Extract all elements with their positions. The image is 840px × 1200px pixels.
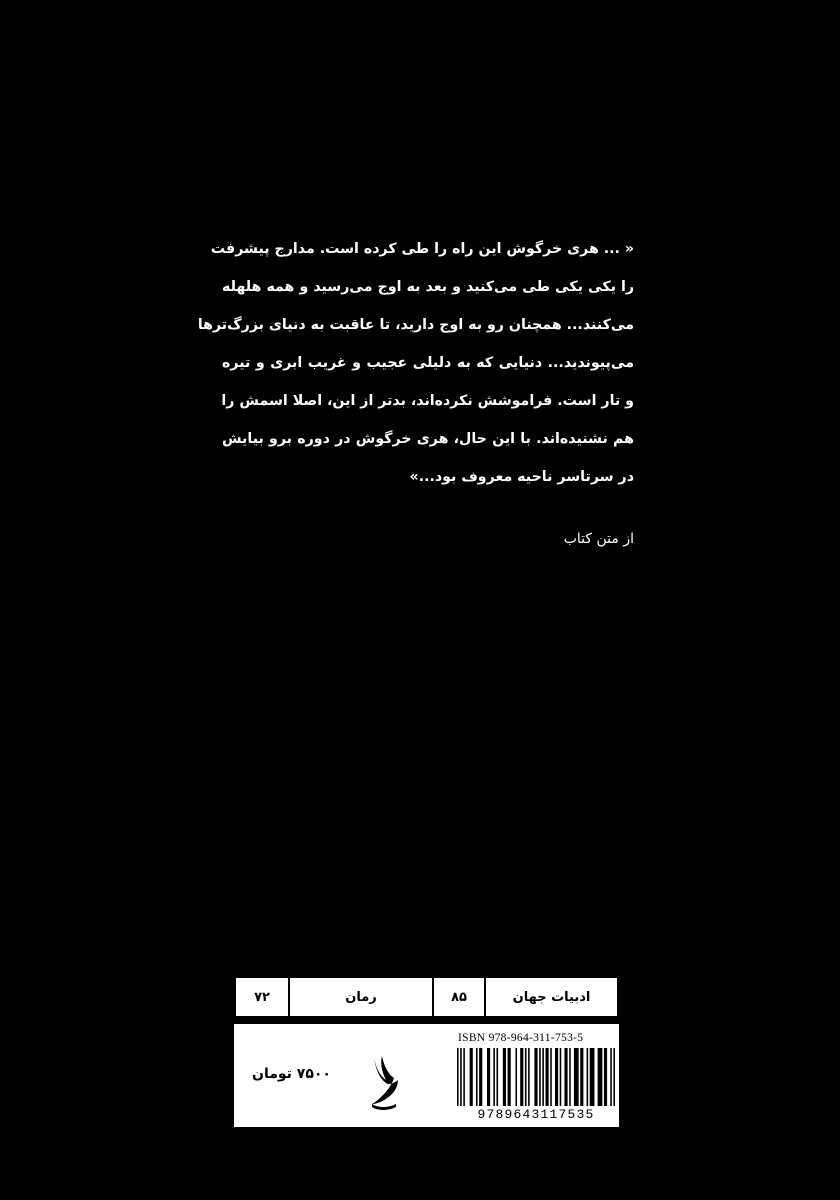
price: ۷۵۰۰ تومان <box>252 1066 331 1082</box>
blurb-quote <box>197 230 634 496</box>
blurb-source: از متن کتاب <box>563 531 634 547</box>
blurb-line: « ... هری خرگوش این راه را طی کرده است. مدارج پیشرفت <box>210 241 634 257</box>
genre-number: ۷۲ <box>254 989 270 1005</box>
isbn-label: ISBN 978-964-311-753-5 <box>458 1032 584 1044</box>
blurb-line: می‌کنند... همچنان رو به اوج دارید، تا عاقبت به دنیای بزرگ‌ترها <box>197 317 634 333</box>
bird-logo-icon <box>366 1054 402 1117</box>
series-bar <box>234 976 619 1018</box>
blurb-line: در سرتاسر ناحیه معروف بود...» <box>409 469 634 485</box>
series-name: ادبیات جهان <box>484 978 617 1016</box>
blurb-line: و تار است. فراموشش نکرده‌اند، بدتر از این، اصلا اسمش را <box>221 393 634 409</box>
barcode-digits: 9789643117535 <box>477 1107 595 1122</box>
barcode-box <box>234 1024 619 1127</box>
barcode <box>456 1048 616 1106</box>
blurb-line: می‌پیوندید... دنیایی که به دلیلی عجیب و غریب ابری و تیره <box>222 355 634 371</box>
blurb-line: هم نشنیده‌اند. با این حال، هری خرگوش در دوره برو بیایش <box>222 431 634 447</box>
series-number: ۸۵ <box>432 978 484 1016</box>
genre-label: رمان <box>288 978 432 1016</box>
blurb-line: را یکی یکی طی می‌کنید و بعد به اوج می‌رسید و همه هلهله <box>222 279 634 295</box>
